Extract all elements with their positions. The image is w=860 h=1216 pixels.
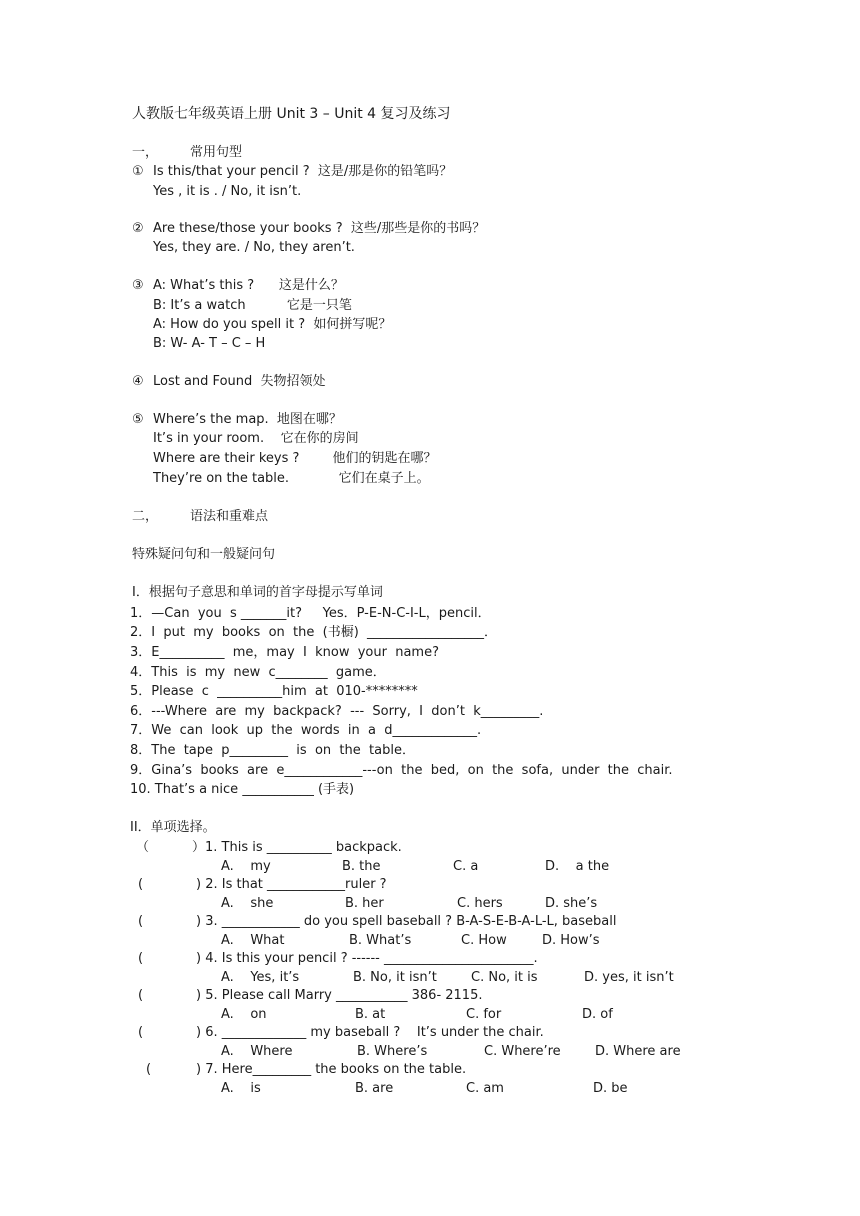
- mc-q6-option-b: B. Where’s: [357, 1044, 428, 1059]
- mc-q6-option-d: D. Where are: [595, 1044, 681, 1059]
- part-one-q9: 9．Gina’s books are e____________---on the bed, on the sofa, under the chair.: [130, 763, 673, 778]
- mc-q6-paren-open: (: [138, 1025, 144, 1040]
- item-5-line-1: Where’s the map. 地图在哪？: [153, 412, 342, 427]
- item-4-marker: ④: [132, 374, 144, 389]
- mc-q5-paren-open: (: [138, 988, 144, 1003]
- mc-q1-option-a: A. my: [221, 859, 271, 874]
- part-one-q5: 5．Please c __________him at 010-********: [130, 684, 418, 699]
- mc-q1-option-c: C. a: [453, 859, 479, 874]
- section-one-number: 一，: [132, 145, 159, 160]
- mc-q4-option-c: C. No, it is: [471, 970, 538, 985]
- mc-q2-option-a: A. she: [221, 896, 274, 911]
- item-2-line-1: Are these/those your books ? 这些/那些是你的书吗？: [153, 221, 486, 236]
- mc-q1-paren-open: （: [136, 840, 150, 855]
- mc-q7-option-b: B. are: [355, 1081, 394, 1096]
- mc-q5-option-d: D. of: [582, 1007, 613, 1022]
- item-1-line-1: Is this/that your pencil ? 这是/那是你的铅笔吗？: [153, 164, 453, 179]
- mc-q7-option-c: C. am: [466, 1081, 504, 1096]
- part-one-q1: 1．—Can you s _______it? Yes．P-E-N-C-I-L，pencil．: [130, 606, 491, 621]
- part-two-heading: II．单项选择。: [130, 820, 216, 835]
- mc-q6-option-c: C. Where’re: [484, 1044, 561, 1059]
- item-3-line-3: A: How do you spell it ? 如何拼写呢？: [153, 317, 392, 332]
- mc-q4-stem: ) 4. Is this your pencil ? ------ _______________________.: [196, 951, 538, 966]
- section-one-title: 常用句型: [190, 145, 243, 160]
- section-two-title: 语法和重难点: [190, 509, 269, 524]
- mc-q6-option-a: A. Where: [221, 1044, 293, 1059]
- item-2-marker: ②: [132, 221, 144, 236]
- item-2-line-2: Yes, they are. / No, they aren’t.: [153, 240, 355, 255]
- section-two-subtitle: 特殊疑问句和一般疑问句: [132, 547, 276, 562]
- mc-q4-option-a: A. Yes, it’s: [221, 970, 300, 985]
- mc-q1-option-b: B. the: [342, 859, 381, 874]
- part-one-q8: 8．The tape p_________ is on the table．: [130, 743, 415, 758]
- part-one-q6: 6．---Where are my backpack? --- Sorry, I don’t k_________.: [130, 704, 544, 719]
- mc-q3-stem: ) 3. ____________ do you spell baseball ? B-A-S-E-B-A-L-L, baseball: [196, 914, 617, 929]
- mc-q5-option-a: A. on: [221, 1007, 267, 1022]
- part-one-q3: 3．E__________ me，may I know your name?: [130, 645, 439, 660]
- mc-q4-option-b: B. No, it isn’t: [353, 970, 437, 985]
- mc-q7-option-a: A. is: [221, 1081, 261, 1096]
- item-3-marker: ③: [132, 278, 144, 293]
- part-one-heading: Ⅰ．根据句子意思和单词的首字母提示写单词: [132, 585, 383, 600]
- part-one-q4: 4．This is my new c________ game．: [130, 665, 386, 680]
- mc-q2-option-c: C. hers: [457, 896, 503, 911]
- mc-q1-stem: ）1. This is __________ backpack.: [192, 840, 402, 855]
- mc-q2-stem: ) 2. Is that ____________ruler ?: [196, 877, 387, 892]
- mc-q2-option-b: B. her: [345, 896, 384, 911]
- item-5-line-2: It’s in your room. 它在你的房间: [153, 431, 359, 446]
- mc-q7-option-d: D. be: [593, 1081, 628, 1096]
- item-4-line-1: Lost and Found 失物招领处: [153, 374, 326, 389]
- mc-q3-option-c: C. How: [461, 933, 507, 948]
- mc-q5-option-b: B. at: [355, 1007, 386, 1022]
- mc-q4-paren-open: (: [138, 951, 144, 966]
- item-3-line-2: B: It’s a watch 它是一只笔: [153, 298, 352, 313]
- mc-q3-paren-open: (: [138, 914, 144, 929]
- mc-q5-stem: ) 5. Please call Marry ___________ 386- 2115.: [196, 988, 483, 1003]
- part-one-q7: 7．We can look up the words in a d_____________.: [130, 723, 482, 738]
- mc-q1-option-d: D. a the: [545, 859, 610, 874]
- item-5-marker: ⑤: [132, 412, 144, 427]
- mc-q2-paren-open: (: [138, 877, 144, 892]
- mc-q7-stem: ) 7. Here_________ the books on the table.: [196, 1062, 467, 1077]
- part-one-q10: 10. That’s a nice ___________ (手表): [130, 782, 355, 797]
- item-3-line-4: B: W- A- T – C – H: [153, 336, 266, 351]
- mc-q3-option-b: B. What’s: [349, 933, 412, 948]
- item-1-line-2: Yes , it is . / No, it isn’t.: [153, 184, 302, 199]
- item-5-line-3: Where are their keys ? 他们的钥匙在哪？: [153, 451, 437, 466]
- mc-q6-stem: ) 6. _____________ my baseball ? It’s under the chair.: [196, 1025, 544, 1040]
- mc-q5-option-c: C. for: [466, 1007, 502, 1022]
- mc-q3-option-a: A. What: [221, 933, 285, 948]
- item-3-line-1: A: What’s this ? 这是什么？: [153, 278, 344, 293]
- mc-q4-option-d: D. yes, it isn’t: [584, 970, 674, 985]
- mc-q7-paren-open: (: [146, 1062, 152, 1077]
- part-one-q2: 2．I put my books on the (书橱) __________________．: [130, 625, 498, 640]
- mc-q3-option-d: D. How’s: [542, 933, 600, 948]
- page-title: 人教版七年级英语上册 Unit 3 – Unit 4 复习及练习: [132, 106, 451, 122]
- section-two-number: 二，: [132, 509, 159, 524]
- item-5-line-4: They’re on the table. 它们在桌子上。: [153, 471, 430, 486]
- item-1-marker: ①: [132, 164, 144, 179]
- mc-q2-option-d: D. she’s: [545, 896, 598, 911]
